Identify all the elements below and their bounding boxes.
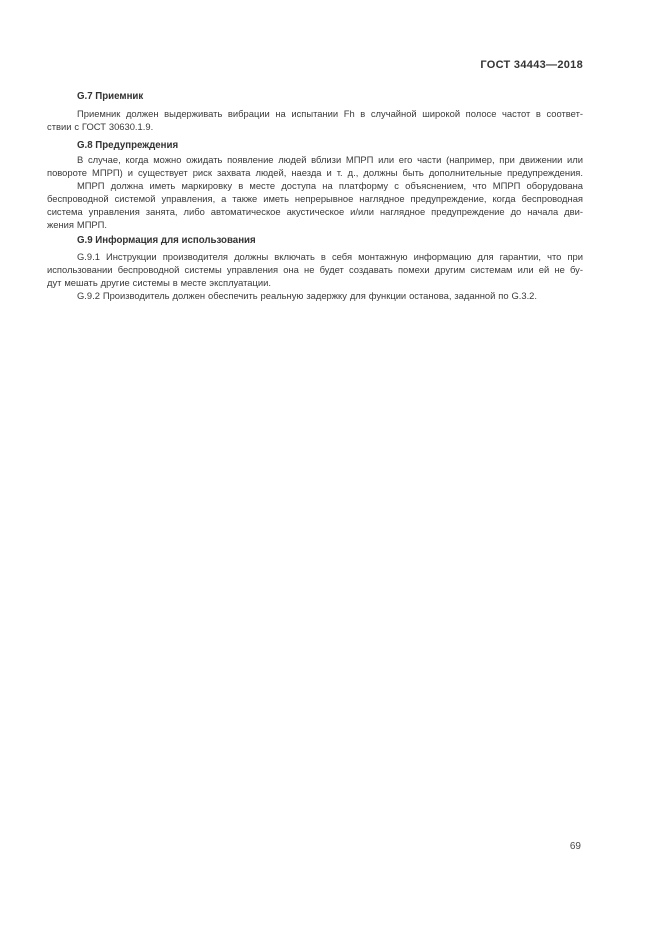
document-header-code: ГОСТ 34443—2018 [480,59,583,71]
text-line: Приемник должен выдерживать вибрации на испытании Fh в случайной широкой полосе частот в соответ- [77,108,583,119]
paragraph-g9-2 [47,289,583,302]
text-line: беспроводной системой управления, а также иметь непрерывное наглядное предупреждение, когда беспроводная [47,193,583,204]
text-line: повороте МПРП) и существует риск захвата людей, наезда и т. д., должны быть дополнительные предупреждения. [47,167,583,178]
text-line: использовании беспроводной системы управления она не будет создавать помехи другим системам или ей не бу- [47,264,583,275]
paragraph-g7-1 [47,107,583,133]
section-heading-g7: G.7 Приемник [77,91,144,102]
page-number: 69 [569,841,581,852]
paragraph-g9-1 [47,250,583,289]
paragraph-g8-2 [47,179,583,231]
paragraph-g8-1 [47,153,583,179]
section-heading-g8: G.8 Предупреждения [77,140,179,151]
text-line: МПРП должна иметь маркировку в месте доступа на платформу с объяснением, что МПРП оборудована [77,180,583,191]
text-line: жения МПРП. [47,219,108,230]
text-line: G.9.1 Инструкции производителя должны включать в себя монтажную информацию для гарантии, что при [77,251,583,262]
text-line: G.9.2 Производитель должен обеспечить реальную задержку для функции останова, заданной по G.3.2. [77,290,538,301]
section-heading-g9: G.9 Информация для использования [77,235,256,246]
text-line: дут мешать другие системы в месте эксплуатации. [47,277,271,288]
text-line: ствии с ГОСТ 30630.1.9. [47,121,154,132]
text-line: В случае, когда можно ожидать появление людей вблизи МПРП или его части (например, при движении или [77,154,583,165]
text-line: система управления занята, либо автоматическое акустическое и/или наглядное предупреждение до начала дви- [47,206,583,217]
